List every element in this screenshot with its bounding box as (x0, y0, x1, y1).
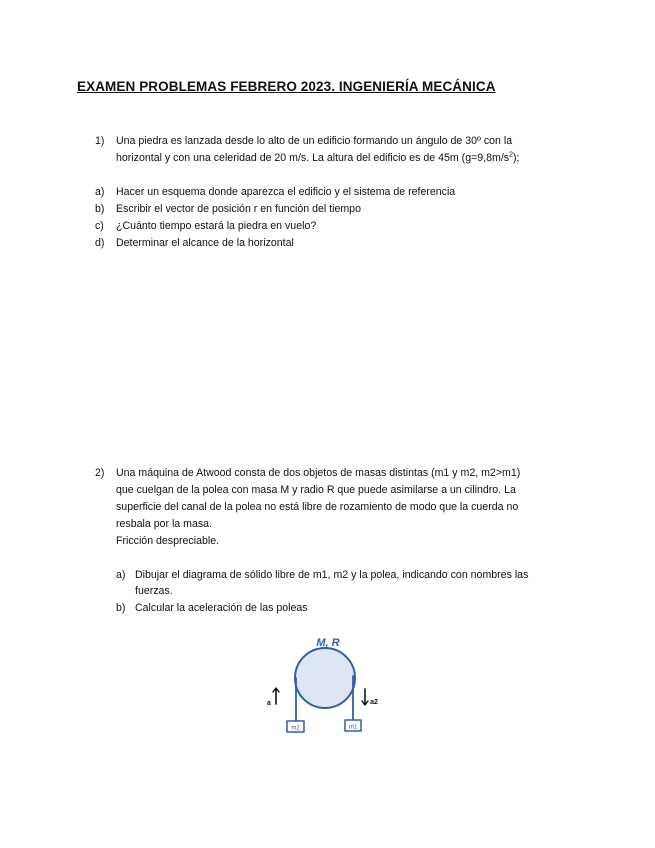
item-text-continued: fuerzas. (135, 585, 173, 597)
item-label: c) (95, 220, 104, 232)
problem-1-line-2 (116, 150, 519, 167)
problem-2-line-5: Fricción despreciable. (116, 535, 220, 547)
problem-2-number: 2) (95, 467, 105, 479)
problem-1-number: 1) (95, 135, 105, 147)
item-text: ¿Cuánto tiempo estará la piedra en vuelo? (116, 220, 317, 232)
item-label: a) (95, 186, 105, 198)
right-mass-label: m1 (348, 724, 358, 731)
item-text: Escribir el vector de posición r en función del tiempo (116, 203, 361, 215)
right-arrow-label: a2 (370, 699, 378, 706)
pulley-label: M, R (316, 637, 340, 649)
problem-1-line-2-text: horizontal y con una celeridad de 20 m/s. La altura del edificio es de 45m (g=9,8m/s (116, 152, 510, 164)
problem-2-line-3: superficie del canal de la polea no está libre de rozamiento de modo que la cuerda no (116, 501, 519, 513)
item-text: Determinar el alcance de la horizontal (116, 237, 294, 249)
item-label: b) (116, 602, 126, 614)
problem-1-line-2-end: ); (512, 152, 520, 164)
item-text: Hacer un esquema donde aparezca el edificio y el sistema de referencia (116, 186, 456, 198)
item-text: Dibujar el diagrama de sólido libre de m1, m2 y la polea, indicando con nombres las (135, 569, 529, 581)
left-mass-label: m2 (291, 725, 300, 732)
problem-1-superscript: 2 (509, 151, 513, 159)
item-text: Calcular la aceleración de las poleas (135, 602, 308, 614)
atwood-machine-diagram (250, 628, 400, 748)
item-label: b) (95, 203, 105, 215)
problem-2-line-4: resbala por la masa. (116, 518, 212, 530)
item-label: d) (95, 237, 105, 249)
item-label: a) (116, 569, 126, 581)
problem-2-line-1: Una máquina de Atwood consta de dos objetos de masas distintas (m1 y m2, m2>m1) (116, 467, 521, 479)
problem-2-line-2: que cuelgan de la polea con masa M y radio R que puede asimilarse a un cilindro. La (116, 484, 516, 496)
left-arrow-label: a (267, 700, 271, 707)
problem-1-line-1: Una piedra es lanzada desde lo alto de un edificio formando un ángulo de 30º con la (116, 135, 513, 147)
pulley-icon (295, 648, 355, 708)
exam-title: EXAMEN PROBLEMAS FEBRERO 2023. INGENIERÍA MECÁNICA (77, 79, 496, 94)
